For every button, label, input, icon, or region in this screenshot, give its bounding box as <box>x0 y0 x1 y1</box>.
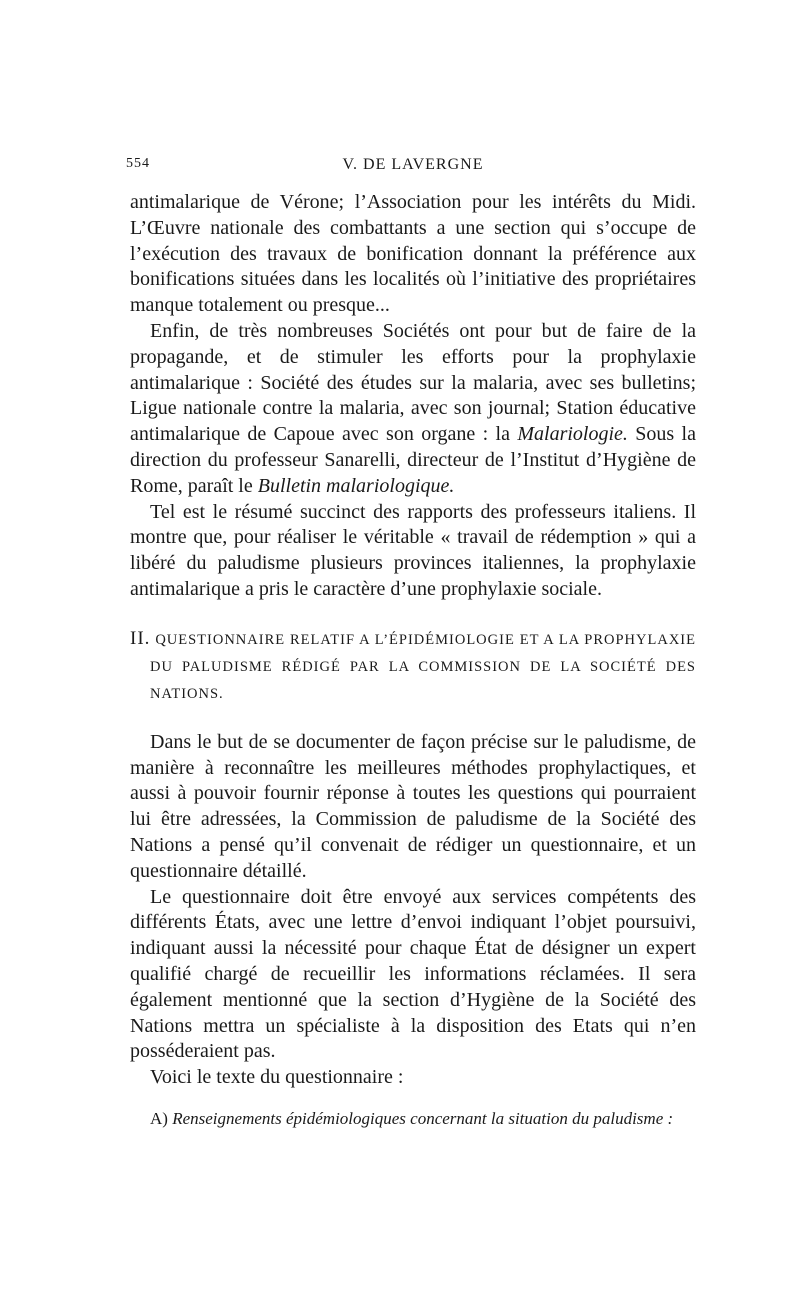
book-page <box>126 150 696 1131</box>
section-heading <box>130 625 696 708</box>
paragraph-3: Tel est le résumé succinct des rapports des professeurs italiens. Il montre que, pour réaliser le véritable « travail de rédemption » qui a libéré du paludisme plusieurs provinces italiennes, la prophylaxie antimalarique a pris le caractère d’une prophylaxie sociale. <box>130 500 696 600</box>
section-heading-text: QUESTIONNAIRE RELATIF A L’ÉPIDÉMIOLOGIE ET A LA PROPHYLAXIE DU PALUDISME RÉDIGÉ PAR LA COMMISSION DE LA SOCIÉTÉ DES NATIONS. <box>150 631 696 702</box>
section-number: II. <box>130 627 151 649</box>
subsection-text: Renseignements épidémiologiques concernant la situation du paludisme : <box>172 1108 674 1128</box>
subsection-heading <box>130 1107 696 1131</box>
page-number: 554 <box>126 156 150 171</box>
paragraph-2-start: Enfin, de très nombreuses Sociétés ont pour but de faire de la propagande, et de stimuler les efforts pour la prophylaxie antimalarique : Société des études sur la malaria, avec ses bulletins; Ligue nationale contre la malaria, avec son journal; Station éducative antimalarique de Capoue avec son organe : la <box>130 319 696 446</box>
paragraph-5: Le questionnaire doit être envoyé aux services compétents des différents États, avec une lettre d’envoi indiquant l’objet poursuivi, indiquant aussi la nécessité pour chaque État de désigner un expert qualifié chargé de recueillir les informations réclamées. Il sera également mentionné que la section d’Hygiène de la Société des Nations mettra un spécialiste à la disposition des Etats qui n’en posséderaient pas. <box>130 885 696 1063</box>
journal-title-bulletin: Bulletin malariologique. <box>257 474 455 497</box>
journal-title-malariologie: Malariologie. <box>517 423 628 446</box>
running-title: V. DE LAVERGNE <box>342 156 484 173</box>
paragraph-4: Dans le but de se documenter de façon précise sur le paludisme, de manière à reconnaître les meilleures méthodes prophylactiques, et aussi à pouvoir fournir réponse à toutes les questions qui pourraient lui être adressées, la Commission de paludisme de la Société des Nations a pensé qu’il convenait de rédiger un questionnaire, et un questionnaire détaillé. <box>130 730 696 882</box>
paragraph-2-middle: Sous la direction du professeur Sanarelli, directeur de l’Institut d’Hygiène de Rome, paraît le <box>130 423 696 497</box>
paragraph-2 <box>130 319 696 500</box>
paragraph-1: antimalarique de Vérone; l’Association pour les intérêts du Midi. L’Œuvre nationale des combattants a une section qui s’occupe de l’exécution des travaux de bonification donnant la préférence aux bonifications situées dans les localités où l’initiative des propriétaires manque totalement ou presque... <box>130 191 696 317</box>
paragraph-6: Voici le texte du questionnaire : <box>150 1066 404 1089</box>
subsection-label: A) <box>150 1108 168 1128</box>
running-head <box>126 150 696 176</box>
